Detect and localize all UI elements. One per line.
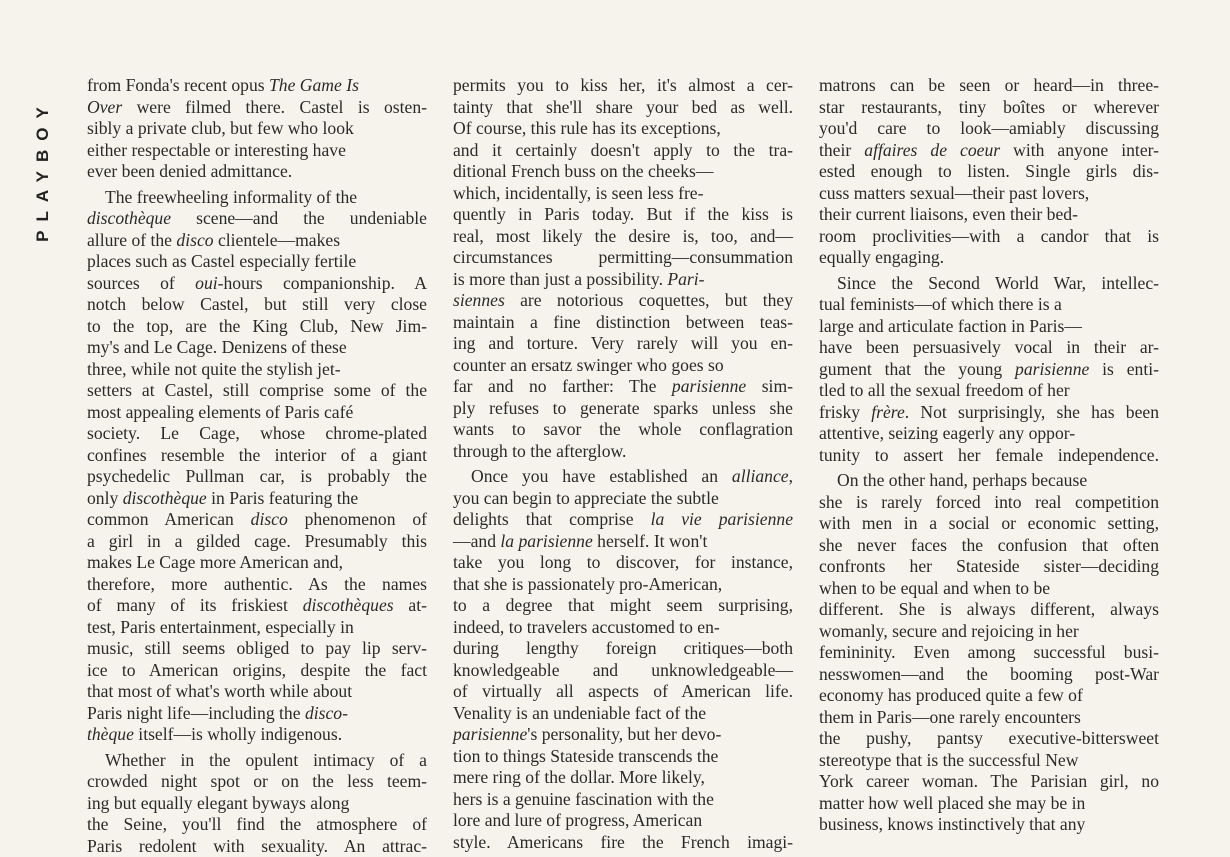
text-line: a girl in a gilded cage. Presumably this [87, 531, 427, 553]
text-line: wants to savor the whole conflagration [453, 419, 793, 441]
text-line: delights that comprise la vie parisienne [453, 509, 793, 531]
text-line: common American disco phenomenon of [87, 509, 427, 531]
text-line: only discothèque in Paris featuring the [87, 488, 427, 510]
text-line: Paris redolent with sexuality. An attrac- [87, 836, 427, 857]
text-line: music, still seems obliged to pay lip serv- [87, 638, 427, 660]
text-line: On the other hand, perhaps because [819, 470, 1159, 492]
text-line: ditional French buss on the cheeks— [453, 161, 793, 183]
text-line: Once you have established an alliance, [453, 466, 793, 488]
text-line: knowledgeable and unknowledgeable— [453, 660, 793, 682]
text-line: either respectable or interesting have [87, 140, 427, 162]
text-line: circumstances permitting—consummation [453, 247, 793, 269]
text-line: them in Paris—one rarely encounters [819, 707, 1159, 729]
text-line: room proclivities—with a candor that is [819, 226, 1159, 248]
text-line: ing but equally elegant byways along [87, 793, 427, 815]
text-line: frisky frère. Not surprisingly, she has been [819, 402, 1159, 424]
text-line: maintain a fine distinction between teas- [453, 312, 793, 334]
text-line: Since the Second World War, intellec- [819, 273, 1159, 295]
text-line: through to the afterglow. [453, 441, 793, 463]
text-line: which, incidentally, is seen less fre- [453, 183, 793, 205]
text-line: matter how well placed she may be in [819, 793, 1159, 815]
text-line: confronts her Stateside sister—deciding [819, 556, 1159, 578]
text-line: womanly, secure and rejoicing in her [819, 621, 1159, 643]
text-line: quently in Paris today. But if the kiss is [453, 204, 793, 226]
text-line: ice to American origins, despite the fact [87, 660, 427, 682]
text-line: their current liaisons, even their bed- [819, 204, 1159, 226]
text-line: ply refuses to generate sparks unless she [453, 398, 793, 420]
text-line: different. She is always different, always [819, 599, 1159, 621]
text-column-1 [87, 75, 427, 857]
text-line: ing and torture. Very rarely will you en- [453, 333, 793, 355]
text-line: that most of what's worth while about [87, 681, 427, 703]
text-line: setters at Castel, still comprise some of the [87, 380, 427, 402]
text-line: therefore, more authentic. As the names [87, 574, 427, 596]
text-line: tunity to assert her female independence. [819, 445, 1159, 467]
text-line: discothèque scene—and the undeniable [87, 208, 427, 230]
text-line: Paris night life—including the disco- [87, 703, 427, 725]
text-line: nesswomen—and the booming post-War [819, 664, 1159, 686]
text-line: tion to things Stateside transcends the [453, 746, 793, 768]
text-line: York career woman. The Parisian girl, no [819, 771, 1159, 793]
text-line: crowded night spot or on the less teem- [87, 771, 427, 793]
text-line: is more than just a possibility. Pari- [453, 269, 793, 291]
text-line: Of course, this rule has its exceptions, [453, 118, 793, 140]
text-line: confines resemble the interior of a giant [87, 445, 427, 467]
text-line: their affaires de coeur with anyone inter- [819, 140, 1159, 162]
text-line: ested enough to listen. Single girls dis- [819, 161, 1159, 183]
text-line: matrons can be seen or heard—in three- [819, 75, 1159, 97]
text-line: from Fonda's recent opus The Game Is [87, 75, 427, 97]
text-line: thèque itself—is wholly indigenous. [87, 724, 427, 746]
text-line: to a degree that might seem surprising, [453, 595, 793, 617]
text-line: sources of oui-hours companionship. A [87, 273, 427, 295]
text-line: places such as Castel especially fertile [87, 251, 427, 273]
text-line: most appealing elements of Paris café [87, 402, 427, 424]
text-line: Whether in the opulent intimacy of a [87, 750, 427, 772]
text-line: star restaurants, tiny boîtes or wherever [819, 97, 1159, 119]
text-line: femininity. Even among successful busi- [819, 642, 1159, 664]
text-line: cuss matters sexual—their past lovers, [819, 183, 1159, 205]
text-line: parisienne's personality, but her devo- [453, 724, 793, 746]
text-line: real, most likely the desire is, too, and— [453, 226, 793, 248]
text-column-2 [453, 75, 793, 853]
text-line: ever been denied admittance. [87, 161, 427, 183]
text-line: counter an ersatz swinger who goes so [453, 355, 793, 377]
text-line: she is rarely forced into real competition [819, 492, 1159, 514]
masthead-text: PLAYBOY [33, 98, 53, 242]
text-line: tual feminists—of which there is a [819, 294, 1159, 316]
text-line: of many of its friskiest discothèques at- [87, 595, 427, 617]
text-column-3 [819, 75, 1159, 836]
text-line: Venality is an undeniable fact of the [453, 703, 793, 725]
text-line: attentive, seizing eagerly any oppor- [819, 423, 1159, 445]
text-line: and it certainly doesn't apply to the tra- [453, 140, 793, 162]
text-line: equally engaging. [819, 247, 1159, 269]
text-line: during lengthy foreign critiques—both [453, 638, 793, 660]
text-line: you can begin to appreciate the subtle [453, 488, 793, 510]
text-line: lore and lure of progress, American [453, 810, 793, 832]
text-line: permits you to kiss her, it's almost a cer- [453, 75, 793, 97]
text-line: style. Americans fire the French imagi- [453, 832, 793, 854]
text-line: when to be equal and when to be [819, 578, 1159, 600]
text-line: tainty that she'll share your bed as well. [453, 97, 793, 119]
text-line: notch below Castel, but still very close [87, 294, 427, 316]
text-line: society. Le Cage, whose chrome-plated [87, 423, 427, 445]
text-line: with men in a social or economic setting, [819, 513, 1159, 535]
text-line: she never faces the confusion that often [819, 535, 1159, 557]
text-line: the pushy, pantsy executive-bittersweet [819, 728, 1159, 750]
text-line: that she is passionately pro-American, [453, 574, 793, 596]
text-line: economy has produced quite a few of [819, 685, 1159, 707]
text-line: three, while not quite the stylish jet- [87, 359, 427, 381]
text-line: allure of the disco clientele—makes [87, 230, 427, 252]
text-line: have been persuasively vocal in their ar- [819, 337, 1159, 359]
text-line: you'd care to look—amiably discussing [819, 118, 1159, 140]
text-line: large and articulate faction in Paris— [819, 316, 1159, 338]
text-line: siennes are notorious coquettes, but they [453, 290, 793, 312]
text-line: Over were filmed there. Castel is osten- [87, 97, 427, 119]
text-line: mere ring of the dollar. More likely, [453, 767, 793, 789]
text-line: psychedelic Pullman car, is probably the [87, 466, 427, 488]
text-line: tled to all the sexual freedom of her [819, 380, 1159, 402]
text-line: test, Paris entertainment, especially in [87, 617, 427, 639]
text-line: the Seine, you'll find the atmosphere of [87, 814, 427, 836]
text-line: take you long to discover, for instance, [453, 552, 793, 574]
text-line: hers is a genuine fascination with the [453, 789, 793, 811]
text-line: The freewheeling informality of the [87, 187, 427, 209]
text-line: makes Le Cage more American and, [87, 552, 427, 574]
text-line: —and la parisienne herself. It won't [453, 531, 793, 553]
text-line: indeed, to travelers accustomed to en- [453, 617, 793, 639]
text-line: to the top, are the King Club, New Jim- [87, 316, 427, 338]
magazine-masthead [28, 70, 58, 270]
text-line: stereotype that is the successful New [819, 750, 1159, 772]
text-line: business, knows instinctively that any [819, 814, 1159, 836]
text-line: sibly a private club, but few who look [87, 118, 427, 140]
text-line: of virtually all aspects of American life. [453, 681, 793, 703]
text-line: my's and Le Cage. Denizens of these [87, 337, 427, 359]
text-line: far and no farther: The parisienne sim- [453, 376, 793, 398]
text-line: gument that the young parisienne is enti- [819, 359, 1159, 381]
